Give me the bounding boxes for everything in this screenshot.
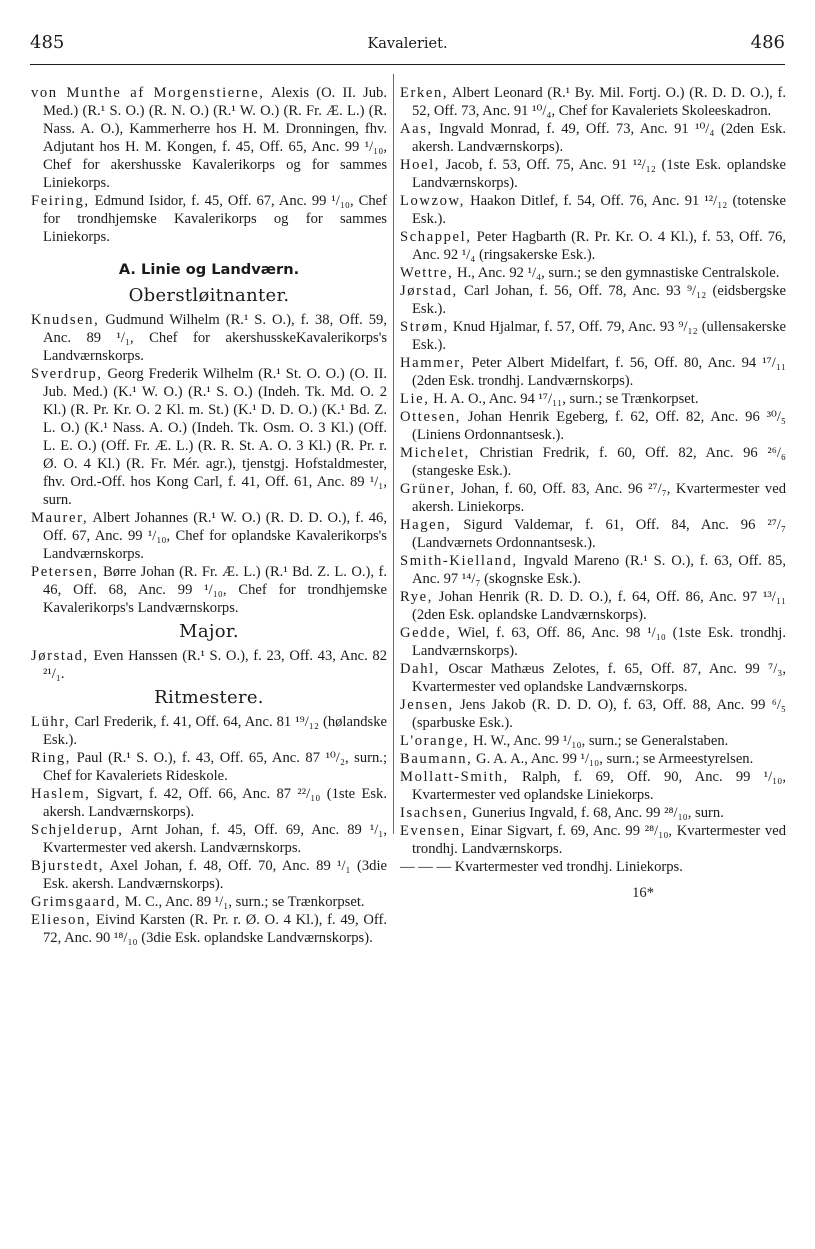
entry-name: Ring, <box>31 750 72 766</box>
running-title: Kavaleriet. <box>367 36 448 52</box>
entry-name: Jørstad, <box>400 283 458 299</box>
entry-name: Erken, <box>400 85 449 101</box>
entry-text: G. A. A., Anc. 99 ¹/₁₀, surn.; se Armeestyrelsen. <box>472 751 754 767</box>
entry-text: Sigurd Valdemar, f. 61, Off. 84, Anc. 96 ²⁷/₇ (Landværnets Ordonnantsesk.). <box>412 517 786 551</box>
entry-name: Grüner, <box>400 481 456 497</box>
entry-text: Axel Johan, f. 48, Off. 70, Anc. 89 ¹/₁ (3die Esk. akersh. Landværnskorps). <box>43 858 387 892</box>
register-entry <box>400 444 786 480</box>
entry-text: Ingvald Monrad, f. 49, Off. 73, Anc. 91 ¹⁰/₄ (2den Esk. akersh. Landværnskorps). <box>412 121 786 155</box>
entry-name: Lie, <box>400 391 430 407</box>
entry-name: Hoel, <box>400 157 441 173</box>
entry-text: Børre Johan (R. Fr. Æ. L.) (R.¹ Bd. Z. L. O.), f. 46, Off. 68, Anc. 99 ¹/₁₀, Chef for trondhjemske Kavalerikorps's Landværnskorps. <box>43 564 387 616</box>
register-entry <box>31 911 387 947</box>
register-entry <box>31 713 387 749</box>
rank-heading-major: Major. <box>179 621 239 642</box>
register-entry <box>400 192 786 228</box>
entry-list-b <box>31 311 387 617</box>
register-entry <box>31 311 387 365</box>
register-entry <box>400 732 786 750</box>
right-page-number: 486 <box>750 32 785 53</box>
register-entry <box>31 893 387 911</box>
entry-text: Georg Frederik Wilhelm (R.¹ St. O. O.) (O. II. Jub. Med.) (K.¹ W. O.) (R.¹ S. O.) (Indeh. Tk. Md. O. 2 Kl.) (R. Pr. Kr. O. 2 Kl. m. St.) (K.¹ D. D. O.) (K.¹ Bd. Z. L. O.) (K.¹ Nass. A. O.) (Indeh. Tk. Osm. O. 3 Kl.) (Off. L. E. O.) (Off. Fr. Æ. L.) (R. R. St. A. O. 3 Kl.) (R. Pr. r. Ø. O. 4 Kl.) (R. Fr. Mér. agr.), tjenstgj. Hofstaldmester, fhv. Ord.-Off. hos Kong Carl, f. 41, Off. 61, Anc. 89 ¹/₁, surn. <box>43 366 387 508</box>
register-entry <box>31 647 387 683</box>
register-entry <box>400 750 786 768</box>
entry-text: Peter Albert Midelfart, f. 56, Off. 80, Anc. 94 ¹⁷/₁₁ (2den Esk. trondhj. Landværnskorps). <box>412 355 786 389</box>
register-entry <box>400 408 786 444</box>
register-entry <box>400 552 786 588</box>
entry-name: Schappel, <box>400 229 472 245</box>
register-entry <box>400 624 786 660</box>
page-header <box>30 32 785 60</box>
header-rule <box>30 64 785 65</box>
entry-name: Lühr, <box>31 714 71 730</box>
entry-name: Hammer, <box>400 355 466 371</box>
entry-text: Albert Johannes (R.¹ W. O.) (R. D. D. O.), f. 46, Off. 67, Anc. 99 ¹/₁₀, Chef for oplandske Kavalerikorps's Landværnskorps. <box>43 510 387 562</box>
register-entry <box>400 696 786 732</box>
entry-text: Gudmund Wilhelm (R.¹ S. O.), f. 38, Off. 59, Anc. 89 ¹/₁, Chef for akershusskeKavalerikorps's Landværnskorps. <box>43 312 387 364</box>
entry-text: M. C., Anc. 89 ¹/₁, surn.; se Trænkorpset. <box>121 894 365 910</box>
entry-text: Alexis (O. II. Jub. Med.) (R.¹ S. O.) (R. N. O.) (R.¹ W. O.) (R. Fr. Æ. L.) (R. Nass. A. O.), Kammerherre hos H. M. Dronningen, fhv. Adjutant hos H. M. Kongen, f. 45, Off. 65, Anc. 99 ¹/₁₀, Chef for akershusske Kavalerikorps og for sammes Liniekorps. <box>43 85 387 191</box>
left-column <box>31 84 387 947</box>
entry-text: Carl Frederik, f. 41, Off. 64, Anc. 81 ¹⁹/₁₂ (hølandske Esk.). <box>43 714 387 748</box>
rank-heading-oberstloitnanter: Oberstløitnanter. <box>128 285 290 306</box>
left-page-number: 485 <box>30 32 65 53</box>
entry-text: Even Hanssen (R.¹ S. O.), f. 23, Off. 43, Anc. 82 ²¹/₁. <box>43 648 387 682</box>
entry-name: Knudsen, <box>31 312 100 328</box>
entry-name: Jensen, <box>400 697 454 713</box>
register-entry <box>400 516 786 552</box>
entry-text: Haakon Ditlef, f. 54, Off. 76, Anc. 91 ¹²/₁₂ (totenske Esk.). <box>412 193 786 227</box>
entry-name: Strøm, <box>400 319 449 335</box>
entry-text: Jacob, f. 53, Off. 75, Anc. 91 ¹²/₁₂ (1ste Esk. oplandske Landværnskorps). <box>412 157 786 191</box>
entry-name: Wettre, <box>400 265 454 281</box>
entry-list-c <box>31 647 387 683</box>
entry-text: Johan, f. 60, Off. 83, Anc. 96 ²⁷/₇, Kvartermester ved akersh. Liniekorps. <box>412 481 786 515</box>
register-entry <box>31 84 387 192</box>
entry-name: Mollatt-Smith, <box>400 769 509 785</box>
register-entry <box>400 858 786 876</box>
entry-name: Lowzow, <box>400 193 465 209</box>
entry-text: H. W., Anc. 99 ¹/₁₀, surn.; se Generalstaben. <box>469 733 729 749</box>
entry-text: Christian Fredrik, f. 60, Off. 82, Anc. 96 ²⁶/₆ (stangeske Esk.). <box>412 445 786 479</box>
register-entry <box>31 192 387 246</box>
entry-text: Paul (R.¹ S. O.), f. 43, Off. 65, Anc. 87 ¹⁰/₂, surn.; Chef for Kavaleriets Rideskole. <box>43 750 387 784</box>
register-entry <box>31 785 387 821</box>
entry-name: Hagen, <box>400 517 452 533</box>
register-entry <box>31 857 387 893</box>
signature-mark: 16* <box>632 885 654 901</box>
entry-name: Baumann, <box>400 751 473 767</box>
entry-name: Haslem, <box>31 786 91 802</box>
entry-name: Petersen, <box>31 564 99 580</box>
register-entry <box>400 354 786 390</box>
entry-text: Jens Jakob (R. D. D. O), f. 63, Off. 88, Anc. 99 ⁶/₅ (sparbuske Esk.). <box>412 697 786 731</box>
right-column <box>400 84 786 902</box>
entry-text: Eivind Karsten (R. Pr. r. Ø. O. 4 Kl.), f. 49, Off. 72, Anc. 90 ¹⁸/₁₀ (3die Esk. oplandske Landværnskorps). <box>43 912 387 946</box>
entry-name: Evensen, <box>400 823 466 839</box>
register-entry <box>400 318 786 354</box>
entry-list-d <box>31 713 387 947</box>
entry-text: H. A. O., Anc. 94 ¹⁷/₁₁, surn.; se Trænkorpset. <box>429 391 699 407</box>
entry-name: Bjurstedt, <box>31 858 105 874</box>
register-entry <box>400 768 786 804</box>
register-entry <box>400 264 786 282</box>
column-divider <box>393 74 394 834</box>
entry-text: Ingvald Mareno (R.¹ S. O.), f. 63, Off. 85, Anc. 97 ¹⁴/₇ (skognske Esk.). <box>412 553 786 587</box>
register-entry <box>400 120 786 156</box>
entry-name: Jørstad, <box>31 648 89 664</box>
entry-name: Dahl, <box>400 661 441 677</box>
entry-list-right <box>400 84 786 876</box>
entry-name: Smith-Kielland, <box>400 553 518 569</box>
entry-text: Knud Hjalmar, f. 57, Off. 79, Anc. 93 ⁹/₁₂ (ullensakerske Esk.). <box>412 319 786 353</box>
register-entry <box>400 156 786 192</box>
entry-text: Ralph, f. 69, Off. 90, Anc. 99 ¹/₁₀, Kvartermester ved oplandske Liniekorps. <box>412 769 786 803</box>
entry-name: Aas, <box>400 121 433 137</box>
entry-text: H., Anc. 92 ¹/₄, surn.; se den gymnastiske Centralskole. <box>453 265 780 281</box>
register-entry <box>31 365 387 509</box>
entry-text: Albert Leonard (R.¹ By. Mil. Fortj. O.) (R. D. D. O.), f. 52, Off. 73, Anc. 91 ¹⁰/₄, Chef for Kavaleriets Skoleeskadron. <box>412 85 786 119</box>
entry-text: Wiel, f. 63, Off. 86, Anc. 98 ¹/₁₀ (1ste Esk. trondhj. Landværnskorps). <box>412 625 786 659</box>
register-entry <box>400 282 786 318</box>
entry-name: Elieson, <box>31 912 92 928</box>
register-entry <box>400 822 786 858</box>
entry-name: Sverdrup, <box>31 366 103 382</box>
entry-text: Arnt Johan, f. 45, Off. 69, Anc. 89 ¹/₁, Kvartermester ved akersh. Landværnskorps. <box>43 822 387 856</box>
register-entry <box>400 804 786 822</box>
entry-name: Schjelderup, <box>31 822 124 838</box>
entry-name: Ottesen, <box>400 409 462 425</box>
entry-name: Feiring, <box>31 193 90 209</box>
entry-name: Rye, <box>400 589 433 605</box>
entry-text: Sigvart, f. 42, Off. 66, Anc. 87 ²²/₁₀ (1ste Esk. akersh. Landværnskorps). <box>43 786 387 820</box>
rank-heading-ritmestere: Ritmestere. <box>154 687 264 708</box>
entry-text: Johan Henrik Egeberg, f. 62, Off. 82, Anc. 96 ³⁰/₅ (Liniens Ordonnantsesk.). <box>412 409 786 443</box>
entry-name: Maurer, <box>31 510 89 526</box>
register-entry <box>31 509 387 563</box>
register-entry <box>400 228 786 264</box>
entry-text: Johan Henrik (R. D. D. O.), f. 64, Off. 86, Anc. 97 ¹³/₁₁ (2den Esk. oplandske Landværnskorps). <box>412 589 786 623</box>
section-heading: A. Linie og Landværn. <box>118 261 300 278</box>
entry-list-a <box>31 84 387 246</box>
register-entry <box>400 84 786 120</box>
register-entry <box>400 660 786 696</box>
entry-text: Gunerius Ingvald, f. 68, Anc. 99 ²⁸/₁₀, surn. <box>468 805 724 821</box>
register-entry <box>31 749 387 785</box>
entry-text: Oscar Mathæus Zelotes, f. 65, Off. 87, Anc. 99 ⁷/₃, Kvartermester ved oplandske Landværnskorps. <box>412 661 786 695</box>
entry-name: Michelet, <box>400 445 470 461</box>
entry-name: L'orange, <box>400 733 470 749</box>
entry-text: Peter Hagbarth (R. Pr. Kr. O. 4 Kl.), f. 53, Off. 76, Anc. 92 ¹/₄ (ringsakerske Esk.). <box>412 229 786 263</box>
entry-text: Einar Sigvart, f. 69, Anc. 99 ²⁸/₁₀, Kvartermester ved trondhj. Landværnskorps. <box>412 823 786 857</box>
register-entry <box>400 588 786 624</box>
register-entry <box>400 480 786 516</box>
entry-text: Edmund Isidor, f. 45, Off. 67, Anc. 99 ¹/₁₀, Chef for trondhjemske Kavalerikorps og for sammes Liniekorps. <box>43 193 387 245</box>
entry-name: von Munthe af Morgenstierne, <box>31 85 265 101</box>
entry-name: Grimsgaard, <box>31 894 122 910</box>
entry-text: — — — Kvartermester ved trondhj. Liniekorps. <box>400 859 683 875</box>
entry-text: Carl Johan, f. 56, Off. 78, Anc. 93 ⁹/₁₂ (eidsbergske Esk.). <box>412 283 786 317</box>
register-entry <box>400 390 786 408</box>
register-entry <box>31 563 387 617</box>
entry-name: Gedde, <box>400 625 452 641</box>
register-entry <box>31 821 387 857</box>
entry-name: Isachsen, <box>400 805 469 821</box>
